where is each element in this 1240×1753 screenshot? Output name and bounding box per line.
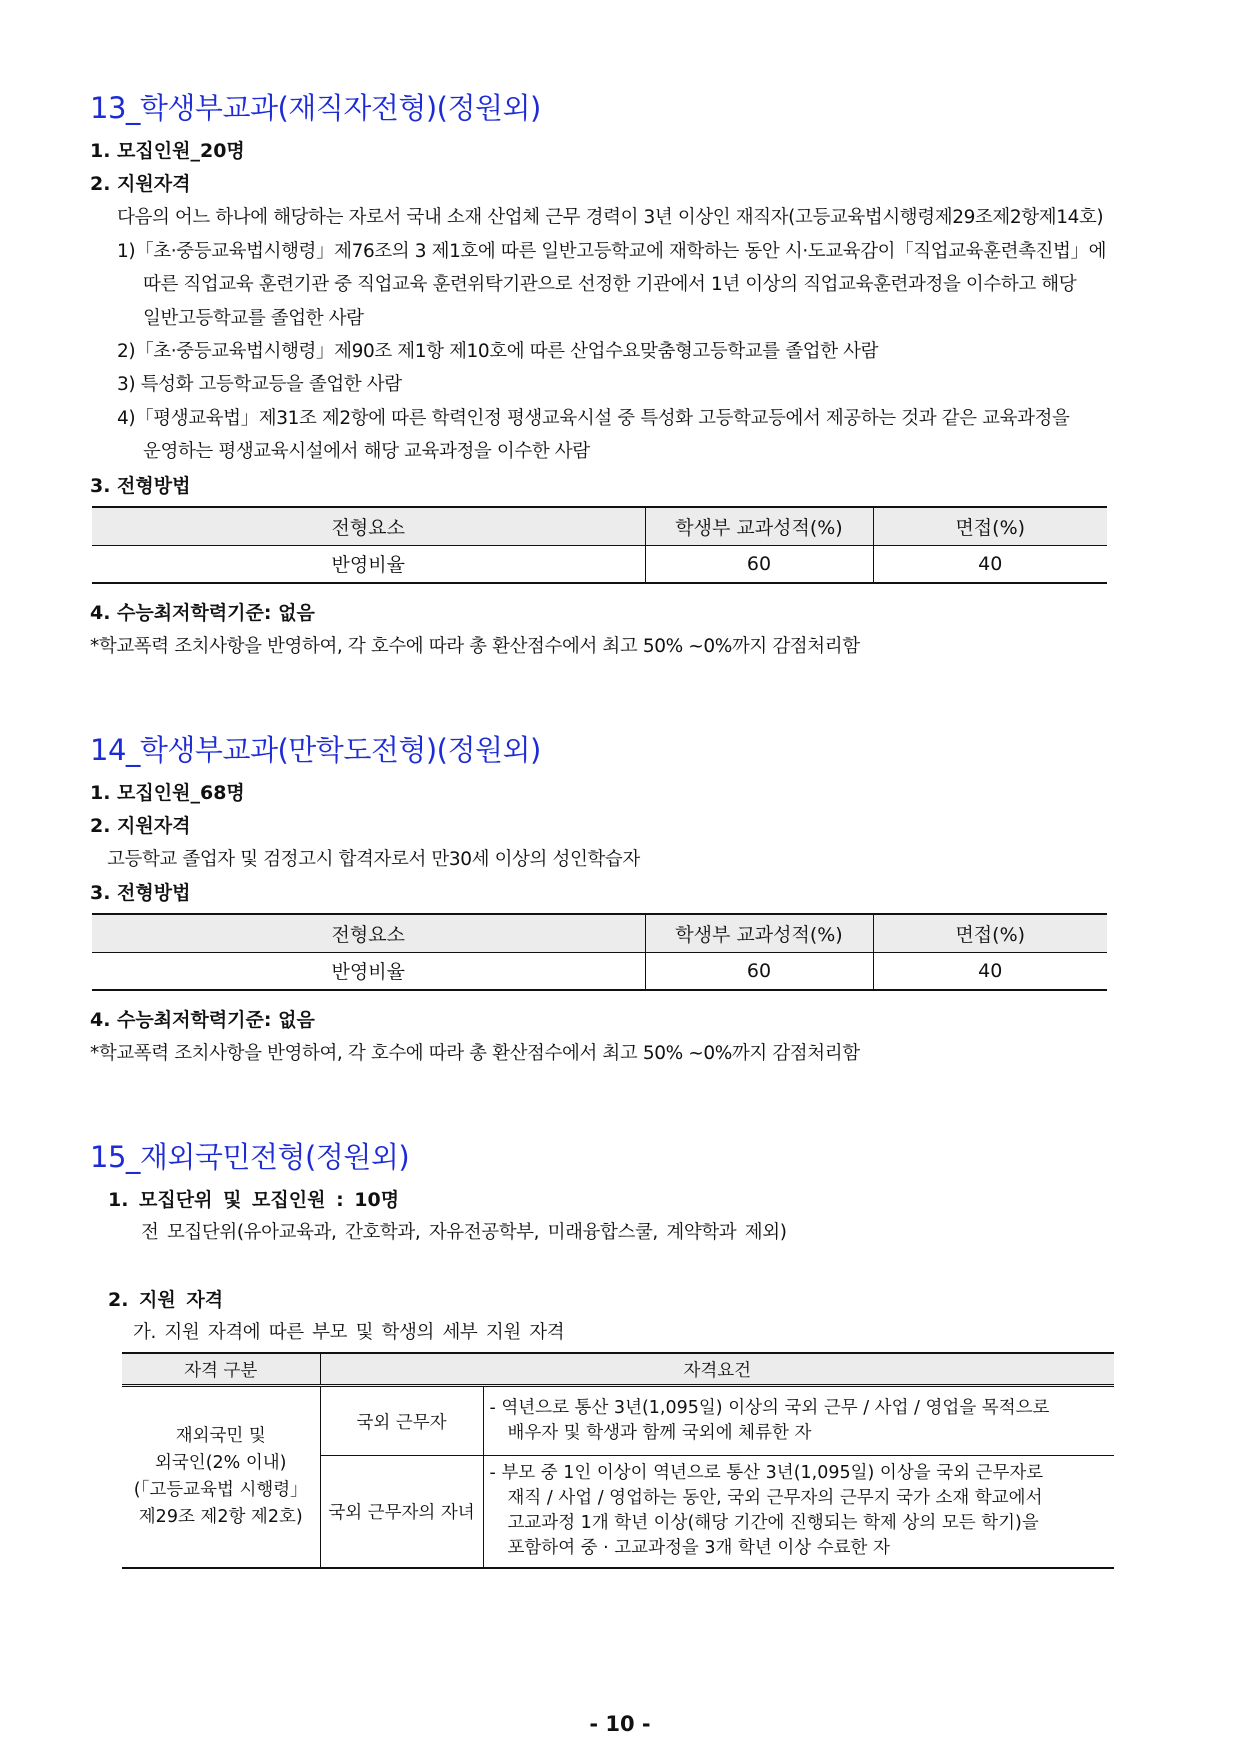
s13-selection-table bbox=[92, 506, 1107, 584]
table-header-cell: 전형요소 bbox=[92, 914, 645, 952]
table-cell: 40 bbox=[873, 545, 1107, 583]
page-number: - 10 - bbox=[589, 1712, 651, 1736]
s14-selection-heading: 3. 전형방법 bbox=[90, 882, 191, 904]
table-cell: 60 bbox=[645, 952, 873, 990]
table-row bbox=[92, 952, 1107, 990]
s14-eligibility-heading: 2. 지원자격 bbox=[90, 815, 191, 837]
s13-eligibility-intro: 다음의 어느 하나에 해당하는 자로서 국내 소재 산업체 근무 경력이 3년 이상인 재직자(고등교육법시행령제29조제2항제14호) bbox=[117, 207, 1104, 228]
table-cell: 40 bbox=[873, 952, 1107, 990]
s13-criterion-1-line3: 일반고등학교를 졸업한 사람 bbox=[143, 308, 364, 329]
s13-eligibility-heading: 2. 지원자격 bbox=[90, 173, 191, 195]
table-header-cell: 면접(%) bbox=[873, 507, 1107, 545]
s13-min-score: 4. 수능최저학력기준: 없음 bbox=[90, 602, 315, 624]
s13-criterion-3: 3) 특성화 고등학교등을 졸업한 사람 bbox=[117, 374, 402, 395]
qualification-category: 재외국민 및 외국인(2% 이내) (「고등교육법 시행령」 제29조 제2항 제2호) bbox=[122, 1386, 320, 1568]
requirement-line: - 역년으로 통산 3년(1,095일) 이상의 국외 근무 / 사업 / 영업을 목적으로 bbox=[489, 1398, 1050, 1418]
requirement-line: 배우자 및 학생과 함께 국외에 체류한 자 bbox=[507, 1423, 812, 1443]
table-cell: 반영비율 bbox=[92, 952, 645, 990]
table-header-row bbox=[92, 914, 1107, 952]
table-header-cell: 면접(%) bbox=[873, 914, 1107, 952]
section-14-title: 14_학생부교과(만학도전형)(정원외) bbox=[90, 733, 541, 767]
requirement-cell bbox=[483, 1456, 1114, 1568]
s15-eligibility-heading: 2. 지원 자격 bbox=[108, 1289, 224, 1311]
table-header-cell: 전형요소 bbox=[92, 507, 645, 545]
table-header-cell: 자격 구분 bbox=[122, 1353, 320, 1386]
qualification-type: 국외 근무자 bbox=[320, 1386, 483, 1456]
table-header-row bbox=[122, 1353, 1114, 1386]
requirement-line: 고교과정 1개 학년 이상(해당 기간에 진행되는 학제 상의 모든 학기)을 bbox=[507, 1513, 1039, 1534]
requirement-line: - 부모 중 1인 이상이 역년으로 통산 3년(1,095일) 이상을 국외 근무자로 bbox=[489, 1463, 1044, 1484]
s14-recruit-count: 1. 모집인원_68명 bbox=[90, 782, 245, 804]
table-row bbox=[122, 1386, 1114, 1456]
s15-unit-desc: 전 모집단위(유아교육과, 간호학과, 자유전공학부, 미래융합스쿨, 계약학과 제외) bbox=[141, 1222, 787, 1243]
s15-eligibility-table bbox=[122, 1352, 1114, 1569]
table-header-cell: 학생부 교과성적(%) bbox=[645, 507, 873, 545]
section-13-title: 13_학생부교과(재직자전형)(정원외) bbox=[90, 91, 541, 125]
s14-min-score: 4. 수능최저학력기준: 없음 bbox=[90, 1009, 315, 1031]
s14-violence-note: *학교폭력 조치사항을 반영하여, 각 호수에 따라 총 환산점수에서 최고 50% ~0%까지 감점처리함 bbox=[90, 1043, 860, 1064]
s13-criterion-4-line2: 운영하는 평생교육시설에서 해당 교육과정을 이수한 사람 bbox=[143, 441, 590, 462]
s13-violence-note: *학교폭력 조치사항을 반영하여, 각 호수에 따라 총 환산점수에서 최고 50% ~0%까지 감점처리함 bbox=[90, 636, 860, 657]
s13-selection-heading: 3. 전형방법 bbox=[90, 475, 191, 497]
s14-selection-table bbox=[92, 913, 1107, 991]
table-header-cell: 학생부 교과성적(%) bbox=[645, 914, 873, 952]
s13-criterion-1-line1: 1)「초·중등교육법시행령」제76조의 3 제1호에 따른 일반고등학교에 재학하는 동안 시·도교육감이「직업교육훈련촉진법」에 bbox=[117, 241, 1107, 262]
s14-eligibility-desc: 고등학교 졸업자 및 검정고시 합격자로서 만30세 이상의 성인학습자 bbox=[107, 849, 640, 870]
requirement-cell bbox=[483, 1386, 1114, 1456]
table-cell: 반영비율 bbox=[92, 545, 645, 583]
s13-criterion-4-line1: 4)「평생교육법」제31조 제2항에 따른 학력인정 평생교육시설 중 특성화 고등학교등에서 제공하는 것과 같은 교육과정을 bbox=[117, 408, 1070, 429]
requirement-line: 포함하여 중 · 고교과정을 3개 학년 이상 수료한 자 bbox=[507, 1538, 890, 1559]
s15-eligibility-subheading: 가. 지원 자격에 따른 부모 및 학생의 세부 지원 자격 bbox=[133, 1322, 565, 1343]
s13-criterion-1-line2: 따른 직업교육 훈련기관 중 직업교육 훈련위탁기관으로 선정한 기관에서 1년 이상의 직업교육훈련과정을 이수하고 해당 bbox=[143, 274, 1077, 295]
table-header-row bbox=[92, 507, 1107, 545]
table-header-cell: 자격요건 bbox=[320, 1353, 1114, 1386]
qualification-type: 국외 근무자의 자녀 bbox=[320, 1456, 483, 1568]
table-row bbox=[92, 545, 1107, 583]
section-15-title: 15_재외국민전형(정원외) bbox=[90, 1140, 410, 1174]
requirement-line: 재직 / 사업 / 영업하는 동안, 국외 근무자의 근무지 국가 소재 학교에서 bbox=[507, 1488, 1043, 1509]
s13-recruit-count: 1. 모집인원_20명 bbox=[90, 140, 245, 162]
s13-criterion-2: 2)「초·중등교육법시행령」제90조 제1항 제10호에 따른 산업수요맞춤형고등학교를 졸업한 사람 bbox=[117, 341, 879, 362]
table-cell: 60 bbox=[645, 545, 873, 583]
s15-unit-count: 1. 모집단위 및 모집인원 : 10명 bbox=[108, 1189, 400, 1211]
